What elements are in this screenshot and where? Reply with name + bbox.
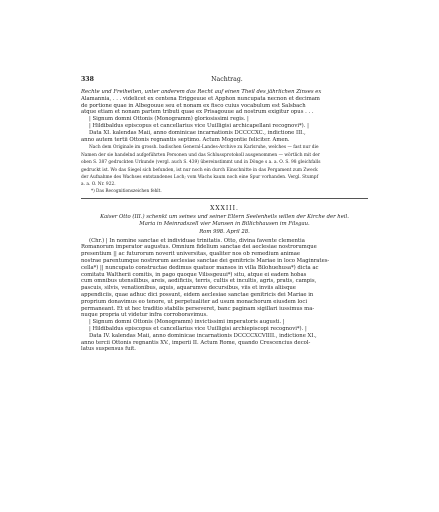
charter-line: de portione quae in Albegouue seu et nonam ex fisco cuius vocabulum est Salsbach	[81, 102, 306, 109]
dating-line: Data XI. kalendas Maii, anno dominicae incarnationis DCCCCXC., indictione III.,	[89, 129, 306, 136]
note-line: a. a. O. Nr. 922.	[81, 182, 116, 188]
charter-line: Rechte und Freiheiten, unter anderem das Recht auf einen Theil des jährlichen Zinses ex	[81, 89, 322, 95]
charter-line: permaneant. Et ut hec traditio stabilis perseveret, banc paginam sigillari iussimus ma-	[81, 305, 315, 312]
section-divider	[81, 198, 368, 199]
note-line: Namen der sie handelnd aufgeführten Personen und das Schlussprotokoll ausgenommen — wörtlich mit der	[81, 152, 320, 158]
charter-line: cella*) || nuncupato constructae dedimus quatuor mansos in villa Bilohuehusa*) dicta ac	[81, 264, 319, 271]
rubric-line: Maria in Meinradszell vier Mansen in Billichhausen im Filsgau.	[139, 220, 310, 227]
charter-line: Romanorum imperator augustus. Omnium fidelium sanctae dei aeclesiae nostrorumque	[81, 244, 317, 251]
signum-line: | Signum domni Ottonis (Monogramm) gloriosissimi regis. |	[89, 116, 249, 123]
charter-continuation	[81, 89, 368, 143]
running-title: Nachtrag.	[211, 76, 243, 83]
source-note	[81, 145, 368, 193]
note-line: der Aufnahme des Wachses entstandenes Loch; vom Wachs kaum noch eine Spur vorhanden. Vergl. Stumpf	[81, 175, 319, 180]
dating-line: anno autem tertii Ottonis regnantis septimo. Actum Mogontie feliciter. Amen.	[81, 136, 290, 143]
charter-text	[81, 238, 368, 354]
signum-line: | Signum domni Ottonis (Monogramm) invictissimi imperatoris augusti. |	[89, 319, 285, 326]
charter-line: proprium donavimus eo tenore, ut perpetualiter ad usum monachorum eiusdem loci	[81, 298, 308, 305]
note-line: oben S. 387 gedruckten Urkunde (vergl. auch S. 439) übereinstimmt und in Dönge s a. a. O. S. 98 gleichfalls	[81, 160, 321, 166]
charter-line: pascuis, silvis, venationibus, aquis, aquarumve decursibus, viis et inviis aliisque	[81, 285, 296, 292]
dating-line: latus suspensus fuit.	[81, 346, 136, 353]
rubric-line: Kaiser Otto (III.) schenkt um seines und seiner Eltern Seelenheils willen der Kirche der heil.	[100, 214, 349, 221]
rubric	[81, 214, 368, 228]
charter-line: Alamannia, . . . videlicet ex centena Eriggeuue et Apphon nuncupata necnon et decimam	[81, 95, 320, 102]
recognition-line: | Hildibaldus episcopus et cancellarius vice Uuilligisi archiepiscopi recognovi*). |	[89, 325, 307, 332]
page-number: 338	[81, 76, 94, 83]
recognition-line: | Hildibaldus episcopus et cancellarius vice Uuilligisi archicapellani recognovi*). |	[89, 122, 309, 129]
charter-line: atque etiam et nonam partem tributi quae ex Prisagouue ad nostrum exigitur opus . . .	[81, 109, 314, 116]
document-number: XXXIII.	[210, 205, 239, 213]
page-header	[81, 76, 368, 84]
charter-line: comitatu Waltherii comitis, in pago quoque Vilissgeuui*) situ, atque ei eadem hobas	[81, 271, 307, 278]
charter-line: (Chr.) | In nomine sanctae et individuae trinitatis. Otto, divina favente clementia	[89, 237, 305, 244]
note-line: gedruckt ist. Wo das Siegel sich befunden, ist nur noch ein durch Einschnitte in das Pergament zum Zweck	[81, 167, 318, 173]
charter-line: appendiciis, quae adhuc dici possunt, eidem aeclesiae sanctae genitricis dei Mariae in	[81, 291, 314, 298]
page	[81, 76, 368, 353]
charter-line: nuque propria ut videtur infra corroboravimus.	[81, 312, 208, 319]
charter-line: nostrae parentumque nostrorum aeclesiae sanctae dei genitricis Mariae in loco Maginrates-	[81, 258, 330, 264]
note-line: Nach dem Originale im grossh. badischen General-Landes-Archive zu Karlsruhe, welches — fast nur die	[89, 145, 319, 151]
footnote: *) Das Recognitionszeichen fehlt.	[91, 187, 162, 193]
document-date: Rom 998. April 28.	[199, 228, 250, 235]
charter-line: cum omnibus utensilibus, areis, aedificiis, terris, cultis et incultis, agris, pratis, campis,	[81, 278, 317, 285]
dating-line: anno tercii Ottonis regnantis XV., imperii II. Actum Rome, quando Crescencius decol-	[81, 339, 311, 346]
dating-line: Data IV. kalendas Maii, anno dominicae incarnationis DCCCCXCVIIII., indictione XI.,	[89, 332, 317, 339]
charter-line: presentium || ac futurorum noverit universitas, qualiter nos ob remedium animae	[81, 251, 301, 258]
